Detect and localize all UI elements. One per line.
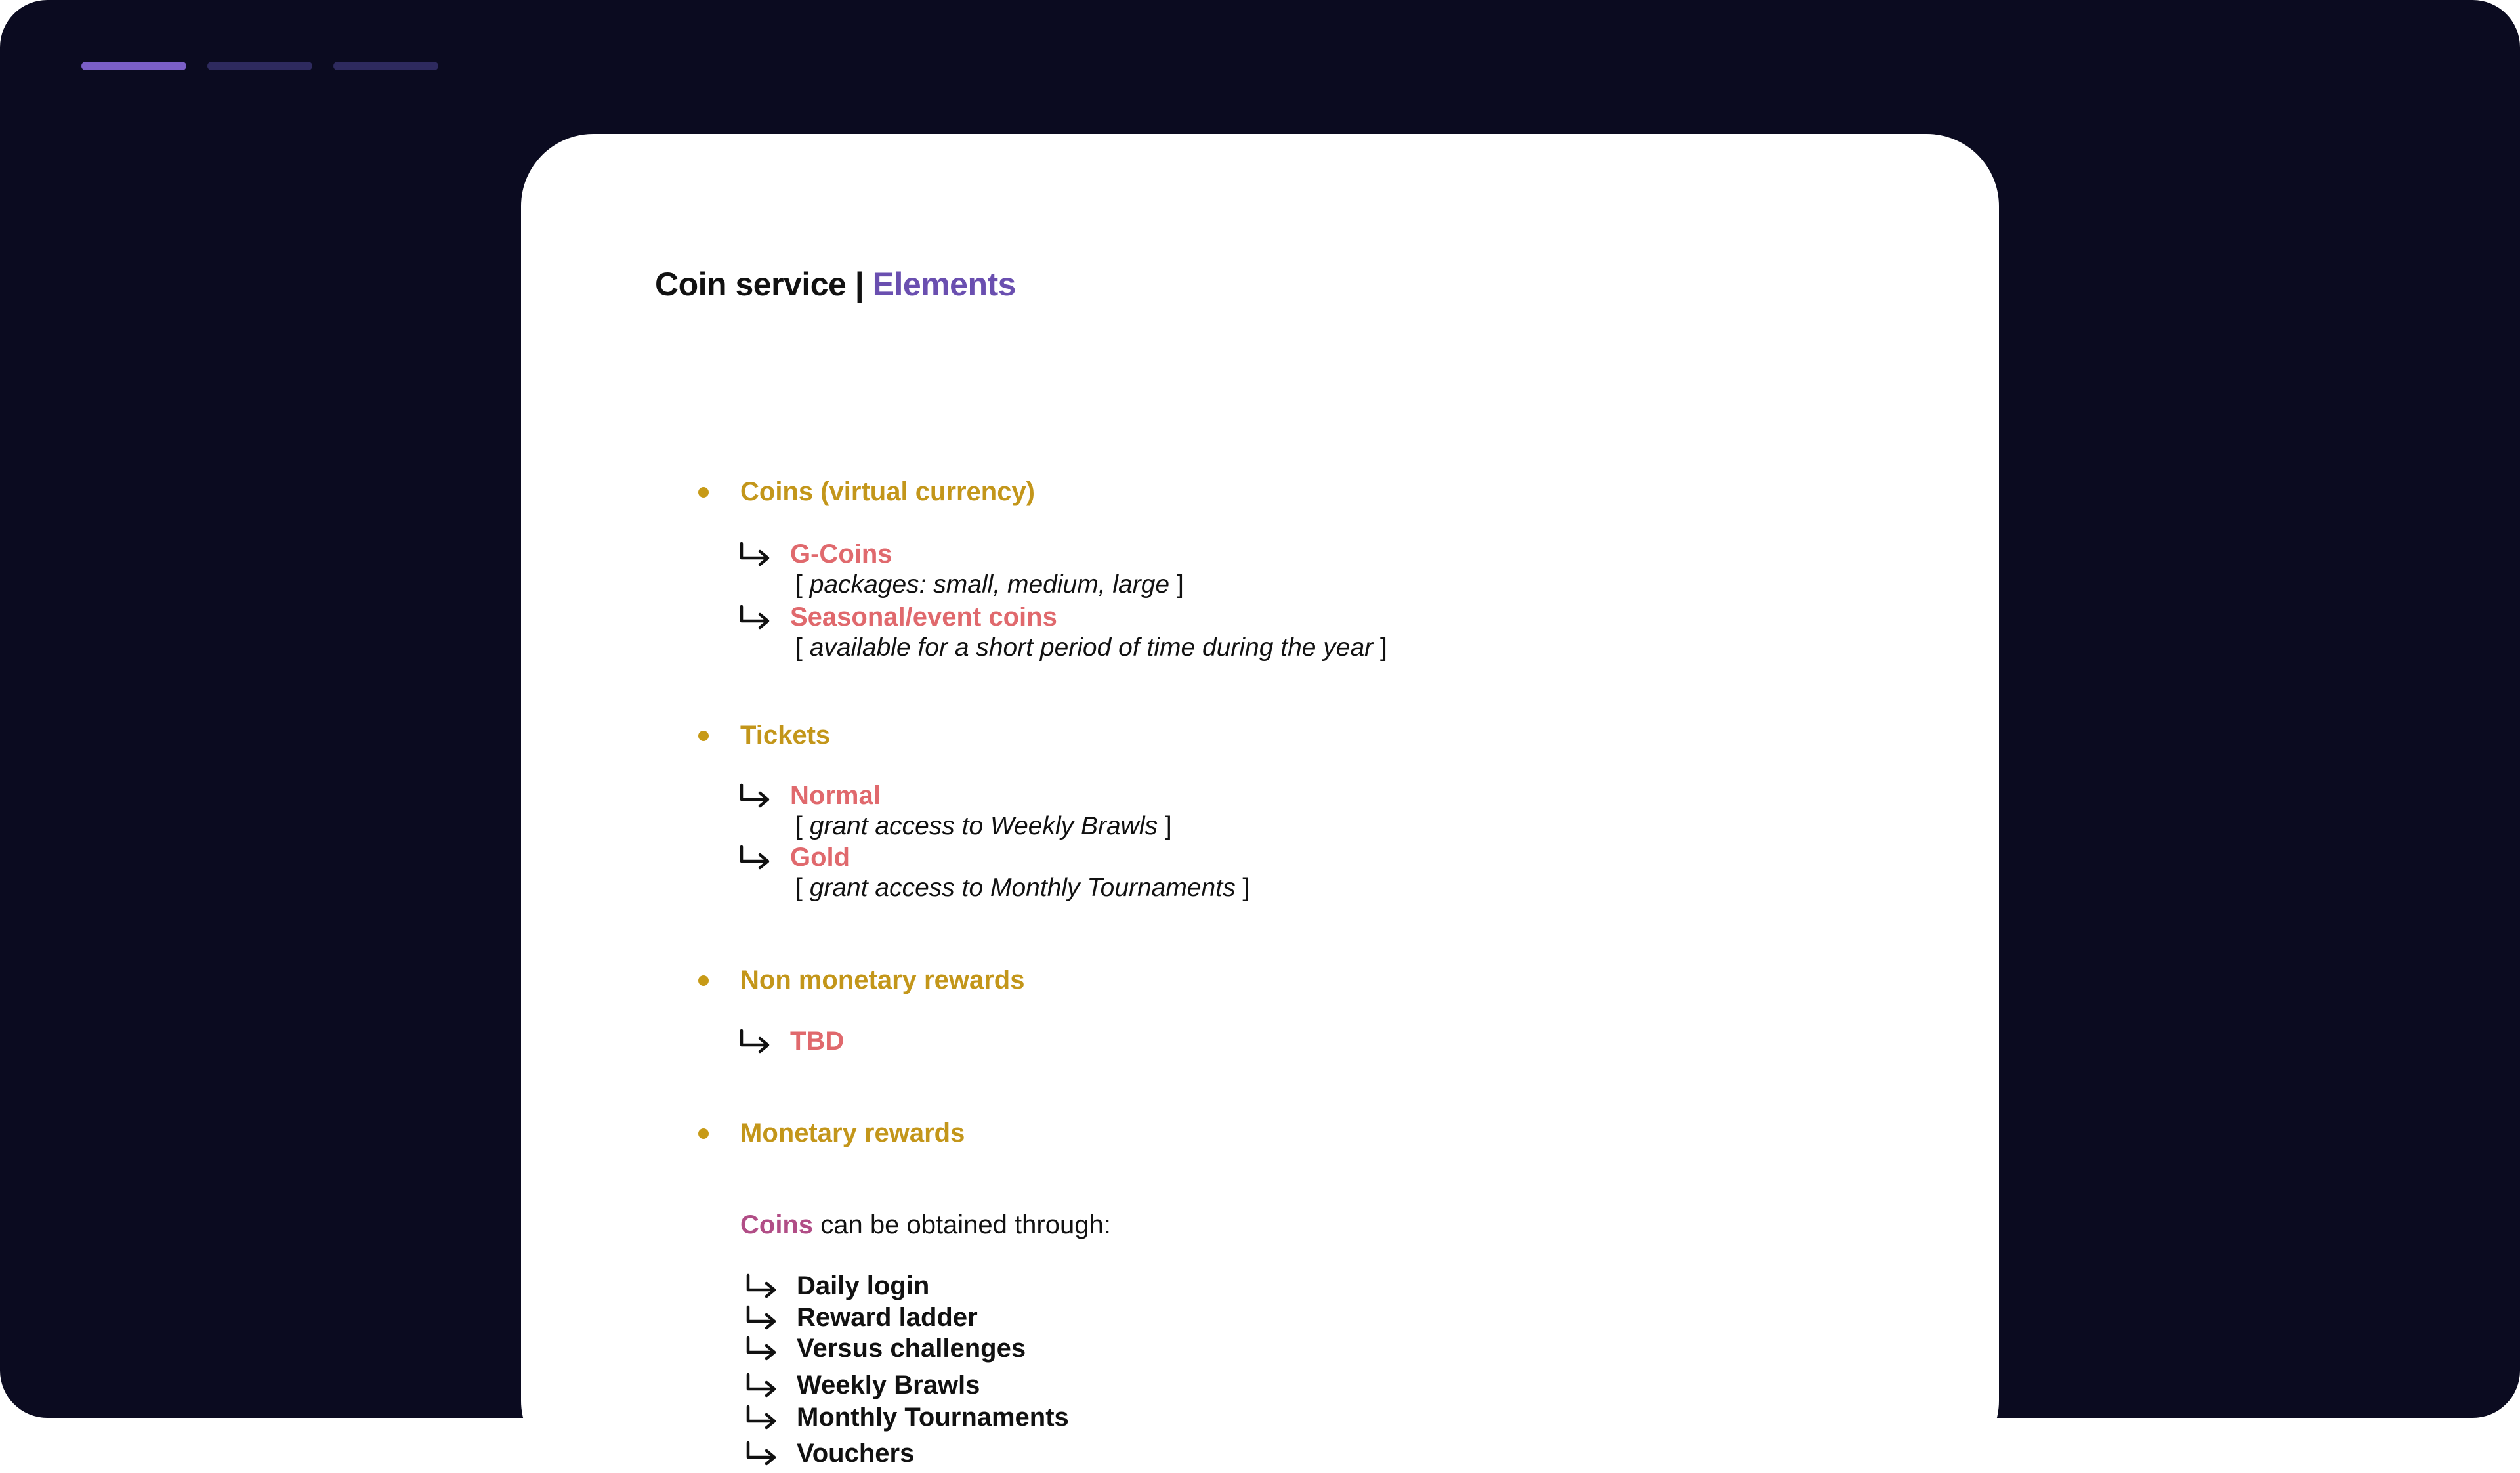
dot-bullet-icon bbox=[698, 1128, 709, 1139]
return-arrow-icon bbox=[738, 541, 774, 570]
section-label: Non monetary rewards bbox=[740, 966, 1025, 994]
return-arrow-icon bbox=[744, 1273, 781, 1302]
progress-segment-3[interactable] bbox=[333, 62, 438, 70]
coins-intro-rest: can be obtained through: bbox=[813, 1210, 1111, 1239]
return-arrow-icon bbox=[738, 782, 774, 811]
sub-item-label: G-Coins bbox=[790, 540, 892, 568]
section-label: Tickets bbox=[740, 721, 831, 750]
source-label: Vouchers bbox=[797, 1439, 915, 1468]
section-label: Monetary rewards bbox=[740, 1119, 965, 1147]
sub-item-note: [ packages: small, medium, large ] bbox=[795, 570, 1184, 599]
progress-segment-1[interactable] bbox=[81, 62, 186, 70]
slide-title bbox=[655, 265, 1016, 303]
section-tickets bbox=[698, 721, 830, 750]
section-non-monetary-rewards bbox=[698, 966, 1024, 995]
return-arrow-icon bbox=[744, 1335, 781, 1364]
source-label: Weekly Brawls bbox=[797, 1371, 980, 1399]
coins-word: Coins bbox=[740, 1210, 814, 1239]
section-label: Coins (virtual currency) bbox=[740, 477, 1036, 506]
return-arrow-icon bbox=[738, 844, 774, 873]
slide-title-accent: Elements bbox=[872, 266, 1016, 303]
return-arrow-icon bbox=[744, 1440, 781, 1469]
slide-progress-indicator bbox=[81, 62, 438, 70]
return-arrow-icon bbox=[744, 1372, 781, 1401]
source-label: Daily login bbox=[797, 1271, 930, 1300]
source-label: Versus challenges bbox=[797, 1334, 1026, 1363]
return-arrow-icon bbox=[738, 604, 774, 633]
source-label: Reward ladder bbox=[797, 1303, 978, 1332]
progress-segment-2[interactable] bbox=[207, 62, 312, 70]
sub-item-label: Seasonal/event coins bbox=[790, 603, 1057, 631]
dot-bullet-icon bbox=[698, 975, 709, 986]
slide-title-main: Coin service | bbox=[655, 266, 864, 303]
sub-item-note: [ available for a short period of time during the year ] bbox=[795, 633, 1387, 662]
sub-item-note: [ grant access to Monthly Tournaments ] bbox=[795, 874, 1250, 902]
return-arrow-icon bbox=[744, 1304, 781, 1333]
slide-card bbox=[521, 134, 1999, 1473]
section-coins-virtual-currency bbox=[698, 477, 1035, 507]
sub-item-label: TBD bbox=[790, 1027, 845, 1056]
dot-bullet-icon bbox=[698, 487, 709, 498]
return-arrow-icon bbox=[744, 1404, 781, 1433]
sub-item-label: Gold bbox=[790, 843, 850, 872]
coins-intro-text bbox=[740, 1210, 1111, 1240]
section-monetary-rewards bbox=[698, 1119, 965, 1148]
source-label: Monthly Tournaments bbox=[797, 1403, 1069, 1432]
sub-item-label: Normal bbox=[790, 781, 881, 810]
sub-item-note: [ grant access to Weekly Brawls ] bbox=[795, 812, 1172, 840]
dot-bullet-icon bbox=[698, 731, 709, 741]
return-arrow-icon bbox=[738, 1028, 774, 1057]
